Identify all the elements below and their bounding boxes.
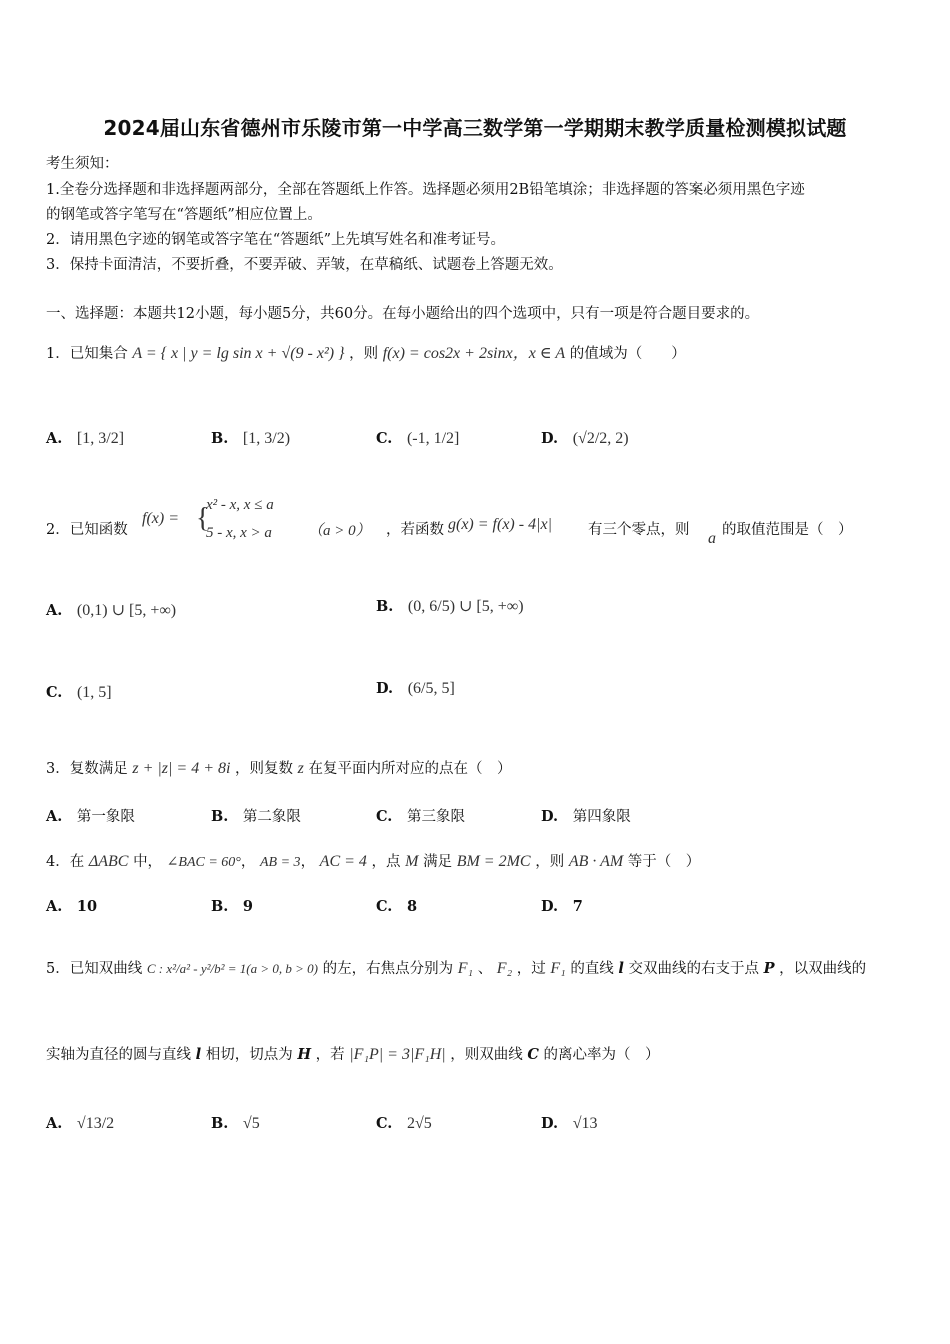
q4-p1: 4．在 [46,854,85,870]
q1-set-math: A = { x | y = lg sin x + √(9 - x²) } [132,345,345,362]
q2-option-d[interactable] [376,680,455,698]
notice-header: 考生须知： [46,156,119,172]
q1-mid: ，则 [349,346,379,362]
page-title: 2024届山东省德州市乐陵市第一中学高三数学第一学期期末教学质量检测模拟试题 [103,116,847,140]
question-3-stem [46,757,512,778]
option-text: 7 [572,898,583,915]
notice-item-1b: 的钢笔或答字笔写在“答题纸”相应位置上。 [46,207,322,223]
q4-option-c[interactable] [376,898,417,915]
option-math: 2√5 [406,1115,432,1132]
option-label: A. [46,430,63,447]
option-label: D. [541,1115,559,1132]
option-math: (0,1) ∪ [5, +∞) [76,602,177,619]
q2-var-a: a [708,530,716,547]
q5-p10: ，则双曲线 [450,1047,523,1063]
option-math: √13/2 [76,1115,115,1132]
question-5-stem-line1 [46,957,866,978]
q5-option-a[interactable] [46,1115,114,1133]
q5-p5: 交双曲线的右支于点 [628,961,760,977]
option-math: [1, 3/2) [242,430,291,447]
option-text: 10 [76,898,98,915]
option-math: (1, 5] [76,684,112,701]
q4-p6: 等于（ ） [627,854,701,870]
q4-option-a[interactable] [46,898,97,915]
notice-item-1a: 1.全卷分选择题和非选择题两部分，全部在答题纸上作答。选择题必须用2B铅笔填涂；非选择题的答案必须用黑色字迹 [46,182,805,198]
q5-p1: 5．已知双曲线 [46,961,143,977]
q2-brace: { [196,503,210,534]
q5-p9: ，若 [315,1047,345,1063]
option-math: (√2/2, 2) [572,430,629,447]
question-5-stem-line2 [46,1043,660,1064]
q5-option-b[interactable] [211,1115,260,1133]
q2-suffix: 的取值范围是（ ） [722,522,853,538]
q5-p11: 的离心率为（ ） [543,1047,660,1063]
question-4-stem: 4．在 ΔABC 中， ∠BAC = 60°， AB = 3， AC = 4 ，点 M 满足 BM = 2MC ，则 AB · AM 等于（ ） [46,853,701,870]
option-text: 第二象限 [242,809,301,825]
option-label: C. [376,1115,393,1132]
q5-p7: 实轴为直径的圆与直线 [46,1047,191,1063]
option-math: (0, 6/5) ∪ [5, +∞) [407,598,524,615]
q4-p2: 中， [133,854,163,870]
q5-sep: 、 [477,961,493,977]
option-math: √13 [572,1115,598,1132]
option-math: √5 [242,1115,260,1132]
section-heading: 一、选择题：本题共12小题，每小题5分，共60分。在每小题给出的四个选项中，只有一项是符合题目要求的。 [46,306,760,322]
q4-p4: 满足 [423,854,453,870]
q2-piece-1: x² - x, x ≤ a [206,497,274,513]
q2-prefix: 2．已知函数 [46,522,128,538]
q5-cond: |F₁P| = 3|F₁H| [349,1046,446,1063]
q5-l-2: l [195,1046,202,1063]
q5-p8: 相切，切点为 [205,1047,293,1063]
q5-C: C [527,1046,539,1063]
q1-option-b[interactable] [211,430,290,448]
q1-func-math: f(x) = cos2x + 2sinx，x ∈ A [382,345,566,362]
option-label: A. [46,602,63,619]
option-math: (-1, 1/2] [406,430,460,447]
q1-option-a[interactable] [46,430,124,448]
q2-condition: （a > 0） [308,523,371,539]
option-math: (6/5, 5] [407,680,455,697]
q4-ab: AB = 3 [260,855,301,870]
q4-p3: ，点 [371,854,401,870]
question-1-stem [46,340,686,363]
q4-option-b[interactable] [211,898,253,915]
q2-option-a[interactable] [46,600,176,620]
q4-dot: AB · AM [568,853,624,870]
option-label: B. [211,430,229,447]
q5-f2: F₂ [496,960,513,977]
q3-eq-math: z + |z| = 4 + 8i [132,760,231,777]
q5-p4: 的直线 [570,961,614,977]
q4-point-m: M [405,853,419,870]
option-label: D. [541,808,559,825]
q5-P: P [763,960,775,977]
option-label: B. [211,808,229,825]
option-label: D. [376,680,394,697]
option-label: C. [376,898,393,915]
q3-option-b[interactable] [211,805,301,826]
q5-option-d[interactable] [541,1115,598,1133]
option-text: 8 [406,898,418,915]
option-label: B. [211,1115,229,1132]
q2-piece-2: 5 - x, x > a [206,525,272,541]
notice-item-3: 3．保持卡面清洁，不要折叠，不要弄破、弄皱，在草稿纸、试题卷上答题无效。 [46,257,563,273]
q1-option-c[interactable] [376,430,459,448]
q3-option-d[interactable] [541,805,631,826]
q4-angle: ∠BAC = 60° [166,855,241,870]
q5-l: l [618,960,624,977]
q3-mid: ，则复数 [235,761,294,777]
option-label: A. [46,898,63,915]
q2-mid: ，若函数 [386,522,444,538]
q4-p5: ，则 [535,854,565,870]
q5-p3: ，过 [516,961,546,977]
q2-option-c[interactable] [46,684,112,702]
q3-option-c[interactable] [376,805,465,826]
q3-var-z: z [297,760,304,777]
q4-triangle: ΔABC [88,853,129,870]
option-label: A. [46,808,63,825]
option-label: B. [211,898,229,915]
q1-prefix: 1．已知集合 [46,346,128,362]
q1-suffix: 的值域为（ ） [569,346,686,362]
q5-option-c[interactable] [376,1115,432,1133]
q3-prefix: 3．复数满足 [46,761,128,777]
q3-suffix: 在复平面内所对应的点在（ ） [308,761,512,777]
option-math: [1, 3/2] [76,430,125,447]
q2-g-math: g(x) = f(x) - 4|x| [448,516,552,533]
q2-option-b[interactable] [376,596,524,616]
q5-p6: ，以双曲线的 [779,961,867,977]
q5-curve: C : x²/a² - y²/b² = 1(a > 0, b > 0) [146,961,319,976]
q4-bm: BM = 2MC [456,853,531,870]
q5-f1: F₁ [457,960,474,977]
q3-option-a[interactable] [46,805,135,826]
option-text: 第一象限 [76,809,135,825]
option-label: B. [376,598,394,615]
option-label: C. [46,684,63,701]
option-label: C. [376,430,393,447]
option-label: D. [541,430,559,447]
option-text: 第四象限 [572,809,631,825]
q1-option-d[interactable] [541,430,629,448]
notice-item-2: 2．请用黑色字迹的钢笔或答字笔在“答题纸”上先填写姓名和准考证号。 [46,232,506,248]
option-text: 第三象限 [406,809,465,825]
q5-H: H [297,1046,312,1063]
option-text: 9 [242,898,254,915]
option-label: D. [541,898,559,915]
q4-ac: AC = 4 [319,853,367,870]
q4-option-d[interactable] [541,898,583,915]
q2-fx-label: f(x) = [142,510,179,527]
q2-mid2: 有三个零点，则 [588,522,690,538]
option-label: C. [376,808,393,825]
option-label: A. [46,1115,63,1132]
q5-p2: 的左，右焦点分别为 [322,961,454,977]
q5-f1-again: F₁ [550,960,566,977]
